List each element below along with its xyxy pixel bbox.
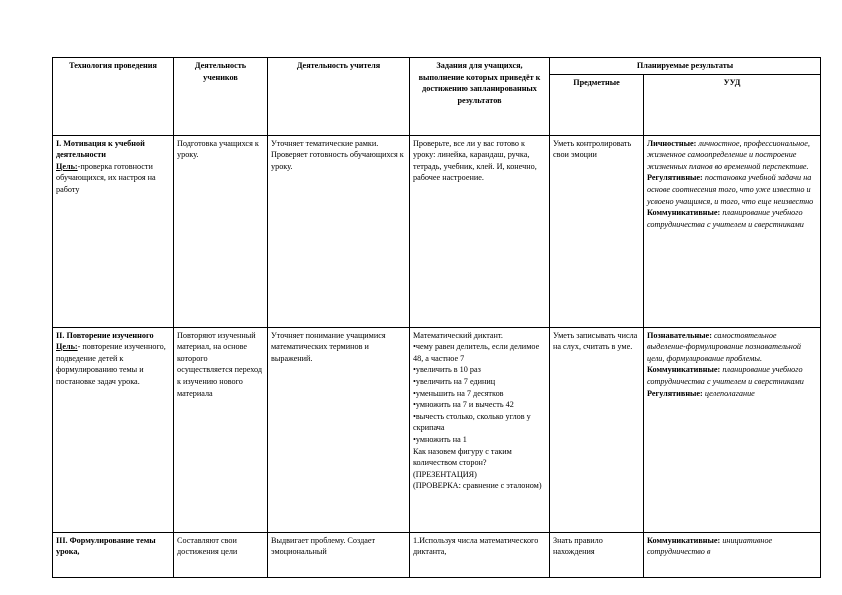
teacher-cell: Уточняет тематические рамки. Проверяет готовность обучающихся к уроку.	[268, 135, 410, 327]
uud-cell	[644, 327, 821, 532]
uud-label: Коммуникативные:	[647, 208, 721, 218]
tasks-text: 1.Используя числа математического диктанта,	[413, 535, 539, 557]
uud-label: Личностные:	[647, 138, 697, 148]
goal-label: Цель:	[56, 342, 78, 352]
stage-title: II. Повторение изученного	[56, 330, 154, 340]
stage-title: III. Формулирование темы урока,	[56, 535, 156, 557]
tasks-cell	[410, 327, 550, 532]
table-row	[53, 327, 821, 532]
stage-cell	[53, 532, 174, 577]
teacher-cell	[268, 532, 410, 577]
table-row	[53, 532, 821, 577]
task-line: •умножить на 1	[413, 434, 467, 444]
task-line: •чему равен делитель, если делимое 48, а частное 7	[413, 342, 540, 363]
students-cell: Повторяют изученный материал, на основе которого осуществляется переход к изучению нового материала	[174, 327, 268, 532]
uud-label: Коммуникативные:	[647, 365, 721, 375]
header-teacher: Деятельность учителя	[268, 58, 410, 136]
uud-text: постановка учебной задачи на основе соотнесения того, что уже известно и усвоено учащимся, и того, что еще неизвестно	[647, 173, 814, 206]
task-line: •вычесть столько, сколько углов у скрипача	[413, 411, 531, 433]
task-line: (ПРЕЗЕНТАЦИЯ)	[413, 469, 477, 479]
table-row	[53, 135, 821, 327]
uud-label: Коммуникативные:	[647, 535, 721, 545]
header-results: Планируемые результаты	[550, 58, 821, 75]
header-row	[53, 58, 821, 75]
uud-text: самостоятельное выделение-формулирование познавательной цели, формулирование проблемы.	[647, 330, 802, 363]
students-text: Составляют свои достижения цели	[177, 535, 238, 557]
uud-label: Регулятивные:	[647, 388, 703, 398]
teacher-text: Выдвигает проблему. Создает эмоциональный	[271, 535, 376, 557]
task-line: •уменьшить на 7 десятков	[413, 388, 504, 398]
students-cell: Подготовка учащихся к уроку.	[174, 135, 268, 327]
uud-cell	[644, 532, 821, 577]
goal-text: -проверка готовности обучающихся, их настроя на работу	[56, 161, 156, 194]
uud-label: Познавательные:	[647, 330, 712, 340]
header-subject: Предметные	[550, 74, 644, 135]
uud-text: личностное, профессиональное, жизненное самоопределение и построение жизненных планов во временной перспективе.	[647, 138, 810, 171]
header-tasks: Задания для учащихся, выполнение которых приведёт к достижению запланированных результатов	[410, 58, 550, 136]
stage-title: I. Мотивация к учебной деятельности	[56, 138, 145, 160]
subject-text: Знать правило нахождения	[553, 535, 603, 557]
stage-cell	[53, 135, 174, 327]
students-cell	[174, 532, 268, 577]
task-line: •увеличить на 7 единиц	[413, 376, 496, 386]
subject-cell: Уметь записывать числа на слух, считать в уме.	[550, 327, 644, 532]
task-line: (ПРОВЕРКА: сравнение с эталоном)	[413, 481, 542, 491]
goal-label: Цель:	[56, 161, 78, 171]
task-line: •увеличить в 10 раз	[413, 365, 481, 375]
task-line: Математический диктант.	[413, 330, 503, 340]
uud-cell	[644, 135, 821, 327]
uud-label: Регулятивные:	[647, 173, 703, 183]
header-students: Деятельность учеников	[174, 58, 268, 136]
header-uud: УУД	[644, 74, 821, 135]
header-technology: Технология проведения	[53, 58, 174, 136]
task-line: Как назовем фигуру с таким количеством сторон?	[413, 446, 512, 468]
lesson-plan-table	[52, 57, 821, 578]
tasks-cell	[410, 532, 550, 577]
tasks-cell: Проверьте, все ли у вас готово к уроку: линейка, карандаш, ручка, тетрадь, учебник, клей. И, конечно, рабочее настроение.	[410, 135, 550, 327]
subject-cell: Уметь контролировать свои эмоции	[550, 135, 644, 327]
uud-text: целеполагание	[702, 388, 755, 398]
goal-text: - повторение изученного, подведение детей к формулированию темы и постановке задач урока.	[56, 342, 166, 386]
uud-text: планирование учебного сотрудничества с учителем и сверстниками	[647, 208, 804, 229]
uud-text: инициативное сотрудничество в	[647, 535, 773, 557]
subject-cell	[550, 532, 644, 577]
teacher-cell: Уточняет понимание учащимися математических терминов и выражений.	[268, 327, 410, 532]
stage-cell	[53, 327, 174, 532]
uud-text: планирование учебного сотрудничества с учителем и сверстниками	[647, 365, 804, 386]
task-line: •умножить на 7 и вычесть 42	[413, 400, 514, 410]
